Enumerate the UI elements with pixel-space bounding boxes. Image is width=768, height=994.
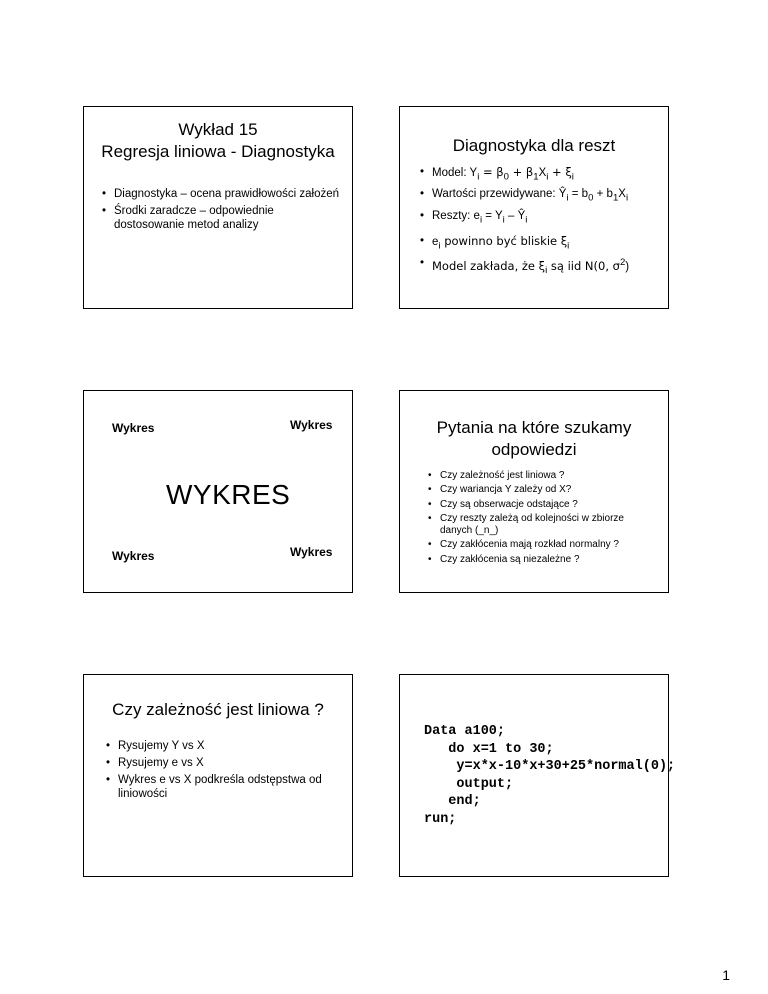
bullet-item: • Czy reszty zależą od kolejności w zbiorze danych (_n_) (428, 513, 650, 538)
bullet-item: • Rysujemy e vs X (106, 756, 344, 770)
code-line: run; (424, 811, 457, 827)
wykres-big-label: WYKRES (166, 479, 291, 510)
wykres-label-bottom-left: Wykres (112, 549, 155, 563)
slide-2-title (400, 135, 668, 157)
slide-1-title (84, 119, 352, 163)
code-line: do x=1 to 30; (424, 741, 554, 757)
bullet-item: • Czy zakłócenia mają rozkład normalny ? (428, 539, 650, 551)
slide-1-bullets (102, 187, 342, 235)
bullet-item: • Rysujemy Y vs X (106, 739, 344, 753)
slide-4 (399, 390, 669, 593)
bullet-item: • Wykres e vs X podkreśla odstępstwa od liniowości (106, 773, 344, 801)
bullet-item: • Środki zaradcze – odpowiednie dostosowanie metod analizy (102, 204, 342, 232)
bullet-item: • Czy wariancja Y zależy od X? (428, 484, 650, 496)
bullet-item: • Diagnostyka – ocena prawidłowości założeń (102, 187, 342, 201)
page-number: 1 (722, 967, 730, 983)
slide-5-title (84, 699, 352, 721)
slide-2-bullets-b (420, 234, 660, 281)
slide-2 (399, 106, 669, 309)
bullet-item: • Czy zakłócenia są niezależne ? (428, 554, 650, 566)
wykres-label-top-right: Wykres (290, 418, 333, 432)
slide-3 (83, 390, 353, 593)
slide-2-bullets-a (420, 165, 660, 230)
bullet-model: • Model: $Y_i = \beta_0 + \beta_1X_i + \xi_i$ (420, 165, 660, 184)
slide-1-title-line-2: Regresja liniowa - Diagnostyka (101, 142, 335, 161)
slide-6 (399, 674, 676, 877)
bullet-model-assumes: • Model zakłada, że $\xi_i$ są iid N(0, $\sigma^2$) (420, 256, 660, 278)
bullet-item: • Czy są obserwacje odstające ? (428, 499, 650, 511)
slide-4-title-line-2: odpowiedzi (491, 440, 577, 459)
slide-2-title-line-1: Diagnostyka dla reszt (452, 136, 616, 155)
bullet-e-close: • $e_i$ powinno być bliskie $\xi_i$ (420, 234, 660, 253)
wykres-label-top-left: Wykres (112, 421, 155, 435)
slide-1-title-line-1: Wykład 15 (178, 120, 258, 139)
slide-1 (83, 106, 353, 309)
bullet-residuals: • Reszty: $e_i = Y_i$ – $Ŷ_i$ (420, 209, 660, 227)
slide-4-title (400, 417, 668, 461)
code-line: y=x*x-10*x+30+25*normal(0); (424, 759, 676, 774)
bullet-item: • Czy zależność jest liniowa ? (428, 470, 650, 482)
bullet-predicted: • Wartości przewidywane: $Ŷ_i = b_0 + b_1X_i$ (420, 187, 660, 205)
slide-5-bullets (106, 739, 344, 804)
slide-5 (83, 674, 353, 877)
sas-code-block (424, 723, 675, 828)
wykres-label-bottom-right: Wykres (290, 545, 333, 559)
code-line: end; (424, 794, 481, 809)
code-line: output; (424, 776, 514, 792)
slide-4-title-line-1: Pytania na które szukamy (436, 418, 632, 437)
code-line: Data a100; (424, 724, 506, 739)
slide-5-title-line-1: Czy zależność jest liniowa ? (112, 700, 324, 719)
slide-4-bullets (428, 470, 650, 568)
